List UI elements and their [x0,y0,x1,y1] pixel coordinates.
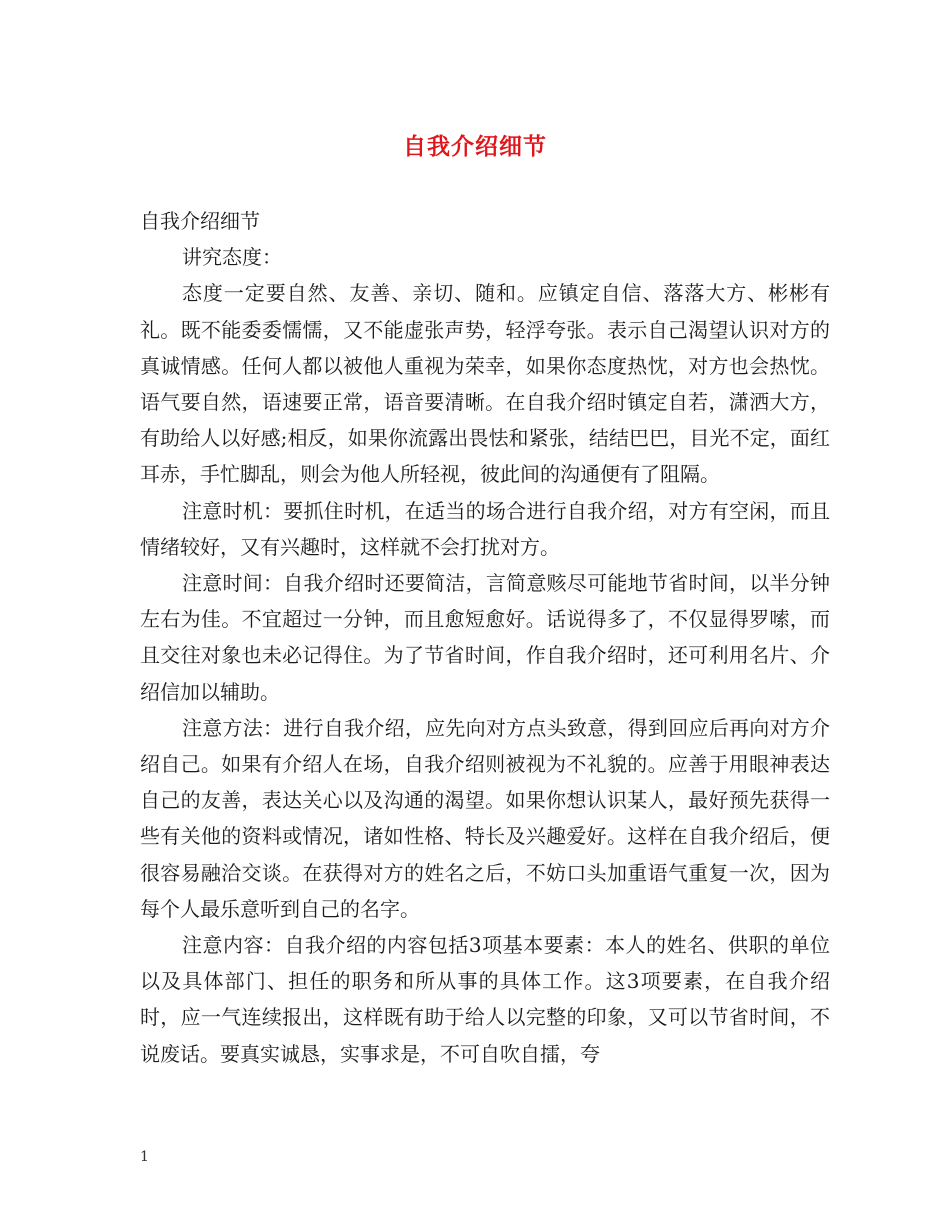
paragraph-timing: 注意时机：要抓住时机，在适当的场合进行自我介绍，对方有空闲，而且情绪较好，又有兴趣时，这样就不会打扰对方。 [140,498,830,559]
paragraph-method: 注意方法：进行自我介绍，应先向对方点头致意，得到回应后再向对方介绍自己。如果有介绍人在场，自我介绍则被视为不礼貌的。应善于用眼神表达自己的友善，表达关心以及沟通的渴望。如果你想认识某人，最好预先获得一些有关他的资料或情况，诸如性格、特长及兴趣爱好。这样在自我介绍后，便很容易融洽交谈。在获得对方的姓名之后，不妨口头加重语气重复一次，因为每个人最乐意听到自己的名字。 [140,715,830,921]
page-number: 1 [140,1149,149,1165]
paragraph-content: 注意内容：自我介绍的内容包括3项基本要素：本人的姓名、供职的单位以及具体部门、担任的职务和所从事的具体工作。这3项要素，在自我介绍时，应一气连续报出，这样既有助于给人以完整的印象，又可以节省时间，不说废话。要真实诚恳，实事求是，不可自吹自擂，夸 [140,933,830,1066]
document-title: 自我介绍细节 [403,133,547,160]
paragraph-duration: 注意时间：自我介绍时还要简洁，言简意赅尽可能地节省时间，以半分钟左右为佳。不宜超过一分钟，而且愈短愈好。话说得多了，不仅显得罗嗦，而且交往对象也未必记得住。为了节省时间，作自我介绍时，还可利用名片、介绍信加以辅助。 [140,571,830,704]
paragraph-attitude: 态度一定要自然、友善、亲切、随和。应镇定自信、落落大方、彬彬有礼。既不能委委懦懦，又不能虚张声势，轻浮夸张。表示自己渴望认识对方的真诚情感。任何人都以被他人重视为荣幸，如果你态度热忱，对方也会热忱。语气要自然，语速要正常，语音要清晰。在自我介绍时镇定自若，潇洒大方，有助给人以好感;相反，如果你流露出畏怯和紧张，结结巴巴，目光不定，面红耳赤，手忙脚乱，则会为他人所轻视，彼此间的沟通便有了阻隔。 [140,281,830,487]
paragraph-attitude-heading: 讲究态度： [182,245,282,270]
document-body [140,203,830,1072]
section-heading: 自我介绍细节 [140,209,260,233]
